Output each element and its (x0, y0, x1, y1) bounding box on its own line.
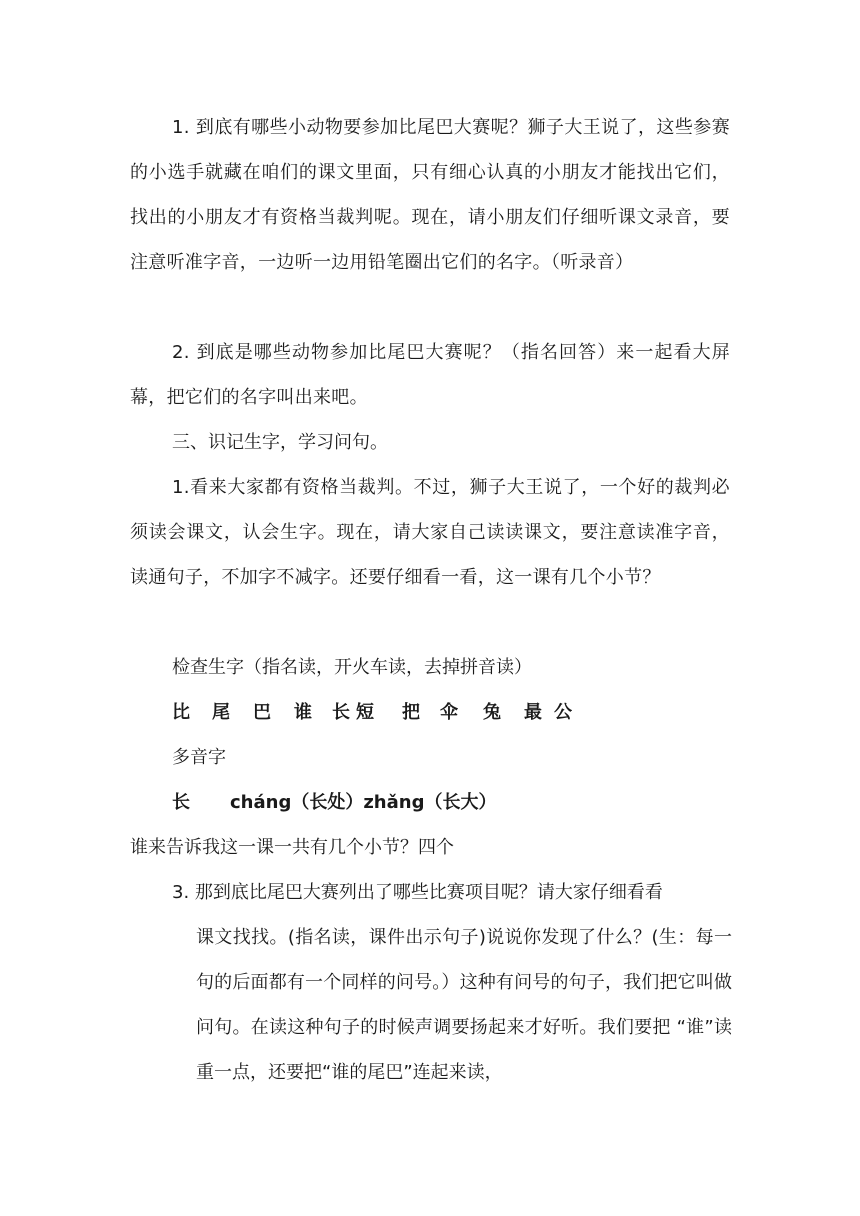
new-char: 尾 (212, 702, 230, 723)
polyphone-label: 多音字 (172, 747, 226, 768)
paragraph-body: 课文找找。(指名读，课件出示句子)说说你发现了什么？(生：每一句的后面都有一个同样的问号。）这种有问号的句子，我们把它叫做问句。在读这种句子的时候声调要扬起来才好听。我们要把 “谁”读重一点，还要把“谁的尾巴”连起来读， (196, 927, 732, 1083)
new-characters-row (172, 690, 612, 735)
question-line: 谁来告诉我这一课一共有几个小节？四个 (130, 837, 454, 858)
section-heading: 三、识记生字，学习问句。 (172, 432, 388, 453)
new-char: 长 (332, 702, 350, 723)
check-characters-line: 检查生字（指名读，开火车读，去掉拼音读） (172, 657, 532, 678)
new-char: 比 (172, 702, 190, 723)
new-char: 兔 (483, 702, 501, 723)
new-char: 伞 (440, 702, 458, 723)
paragraph-first-line: 3. 那到底比尾巴大赛列出了哪些比赛项目呢？请大家仔细看看 (172, 882, 663, 903)
paragraph-competition-items (172, 870, 732, 1095)
new-char: 巴 (253, 702, 271, 723)
polyphone-char: 长 (172, 792, 190, 813)
new-char: 公 (554, 702, 572, 723)
polyphone-readings: cháng（长处）zhǎng（长大） (230, 792, 497, 813)
new-char: 短 (356, 702, 374, 723)
paragraph-read-text: 1.看来大家都有资格当裁判。不过，狮子大王说了，一个好的裁判必须读会课文，认会生字。现在，请大家自己读读课文，要注意读准字音，读通句子，不加字不减字。还要仔细看一看，这一课有几个小节？ (130, 477, 730, 588)
new-char: 最 (524, 702, 542, 723)
paragraph-which-animals: 2. 到底是哪些动物参加比尾巴大赛呢？（指名回答）来一起看大屏幕，把它们的名字叫出来吧。 (130, 342, 730, 408)
paragraph-find-animals: 1. 到底有哪些小动物要参加比尾巴大赛呢？狮子大王说了，这些参赛的小选手就藏在咱们的课文里面，只有细心认真的小朋友才能找出它们，找出的小朋友才有资格当裁判呢。现在，请小朋友们仔细听课文录音，要注意听准字音，一边听一边用铅笔圈出它们的名字。（听录音） (130, 117, 730, 273)
new-char: 把 (402, 702, 420, 723)
new-char: 谁 (294, 702, 312, 723)
